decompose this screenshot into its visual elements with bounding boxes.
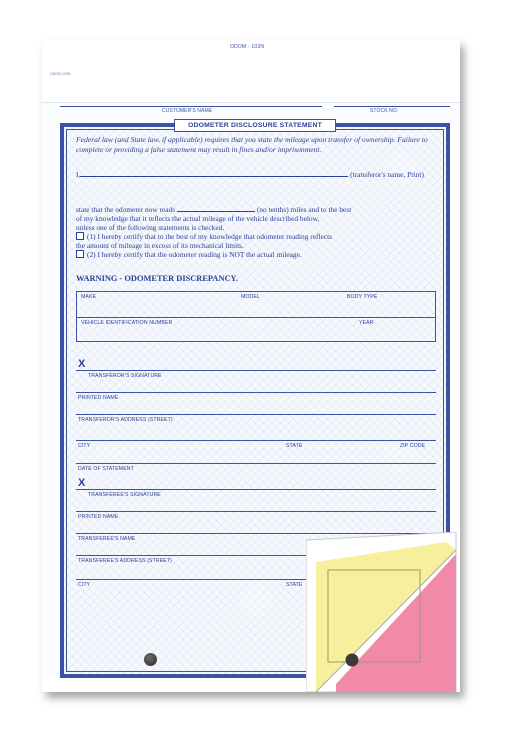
transferor-signature-x: X — [78, 358, 86, 370]
transferee-name-label: TRANSFEREE'S NAME — [78, 536, 136, 542]
printed-name-1-line[interactable] — [76, 392, 436, 393]
transferee-signature-label: TRANSFEREE'S SIGNATURE — [88, 492, 161, 498]
form-header-strip — [42, 40, 460, 103]
vin-label: VEHICLE IDENTIFICATION NUMBER — [81, 320, 173, 326]
certification-1-continued: the amount of mileage in excess of its mechanical limits. — [76, 241, 244, 250]
state-suffix: (no tenths) miles and to the best — [256, 205, 352, 214]
transferor-name-row — [76, 169, 438, 179]
certification-1-checkbox[interactable] — [76, 232, 84, 240]
form-code-top: ODOM - 103N — [230, 44, 265, 50]
state-prefix: state that the odometer now reads — [76, 205, 176, 214]
punch-hole-left — [144, 653, 157, 666]
year-label: YEAR — [359, 320, 374, 326]
date-of-statement-label: DATE OF STATEMENT — [78, 466, 134, 472]
transferee-address-label: TRANSFEREE'S ADDRESS (STREET) — [78, 558, 172, 564]
transferor-name-print-label: (transferor's name, Print) — [350, 170, 424, 179]
state-2-label: STATE — [286, 582, 303, 588]
printed-name-2-label: PRINTED NAME — [78, 514, 119, 520]
transferor-address-label: TRANSFEROR'S ADDRESS (STREET) — [78, 417, 173, 423]
intro-paragraph: Federal law (and State law, if applicable) requires that you state the mileage upon transfer of ownership. Failure to complete or providing a false statement may result in fines and/or imprisonment. — [76, 135, 428, 154]
carbon-copies-graphic — [306, 532, 461, 692]
certification-2-text: (2) I hereby certify that the odometer reading is NOT the actual mileage. — [87, 250, 302, 259]
city-2-label: CITY — [78, 582, 91, 588]
stock-number-label: STOCK NO. — [370, 108, 399, 114]
body-type-label: BODY TYPE — [347, 294, 378, 300]
certification-1-text: (1) I hereby certify that to the best of my knowledge that odometer reading reflects — [87, 232, 333, 241]
date-of-statement-line[interactable] — [76, 463, 436, 464]
customer-name-label: CUSTOMER'S NAME — [162, 108, 213, 114]
printed-name-2-line[interactable] — [76, 511, 436, 512]
transferor-name-field[interactable] — [80, 169, 348, 177]
vehicle-info-box — [76, 291, 436, 342]
corner-form-code: ODOM-103N — [50, 72, 71, 76]
stock-number-line[interactable] — [334, 106, 450, 107]
model-label: MODEL — [241, 294, 260, 300]
transferor-signature-line[interactable] — [76, 370, 436, 371]
punch-hole-right — [346, 654, 359, 667]
unless-line: unless one of the following statements is checked. — [76, 223, 225, 232]
state-1-label: STATE — [286, 443, 303, 449]
printed-name-1-label: PRINTED NAME — [78, 395, 119, 401]
carbon-copies-corner[interactable] — [306, 532, 461, 692]
warning-odometer-discrepancy: WARNING - ODOMETER DISCREPANCY. — [76, 274, 238, 283]
odometer-statement — [76, 204, 438, 259]
city-1-label: CITY — [78, 443, 91, 449]
transferor-city-line[interactable] — [76, 440, 436, 441]
vehicle-box-divider — [77, 317, 435, 318]
certification-2-checkbox[interactable] — [76, 250, 84, 258]
transferor-address-line[interactable] — [76, 414, 436, 415]
transferee-signature-x: X — [78, 477, 86, 489]
transferor-signature-label: TRANSFEROR'S SIGNATURE — [88, 373, 162, 379]
i-prefix: I, — [76, 170, 81, 179]
odometer-reading-field[interactable] — [177, 204, 255, 212]
form-title: ODOMETER DISCLOSURE STATEMENT — [174, 119, 336, 132]
customer-name-line[interactable] — [60, 106, 322, 107]
knowledge-line: of my knowledge that it reflects the actual mileage of the vehicle described below, — [76, 214, 320, 223]
zip-code-label: ZIP CODE — [400, 443, 426, 449]
make-label: MAKE — [81, 294, 97, 300]
transferee-signature-line[interactable] — [76, 489, 436, 490]
